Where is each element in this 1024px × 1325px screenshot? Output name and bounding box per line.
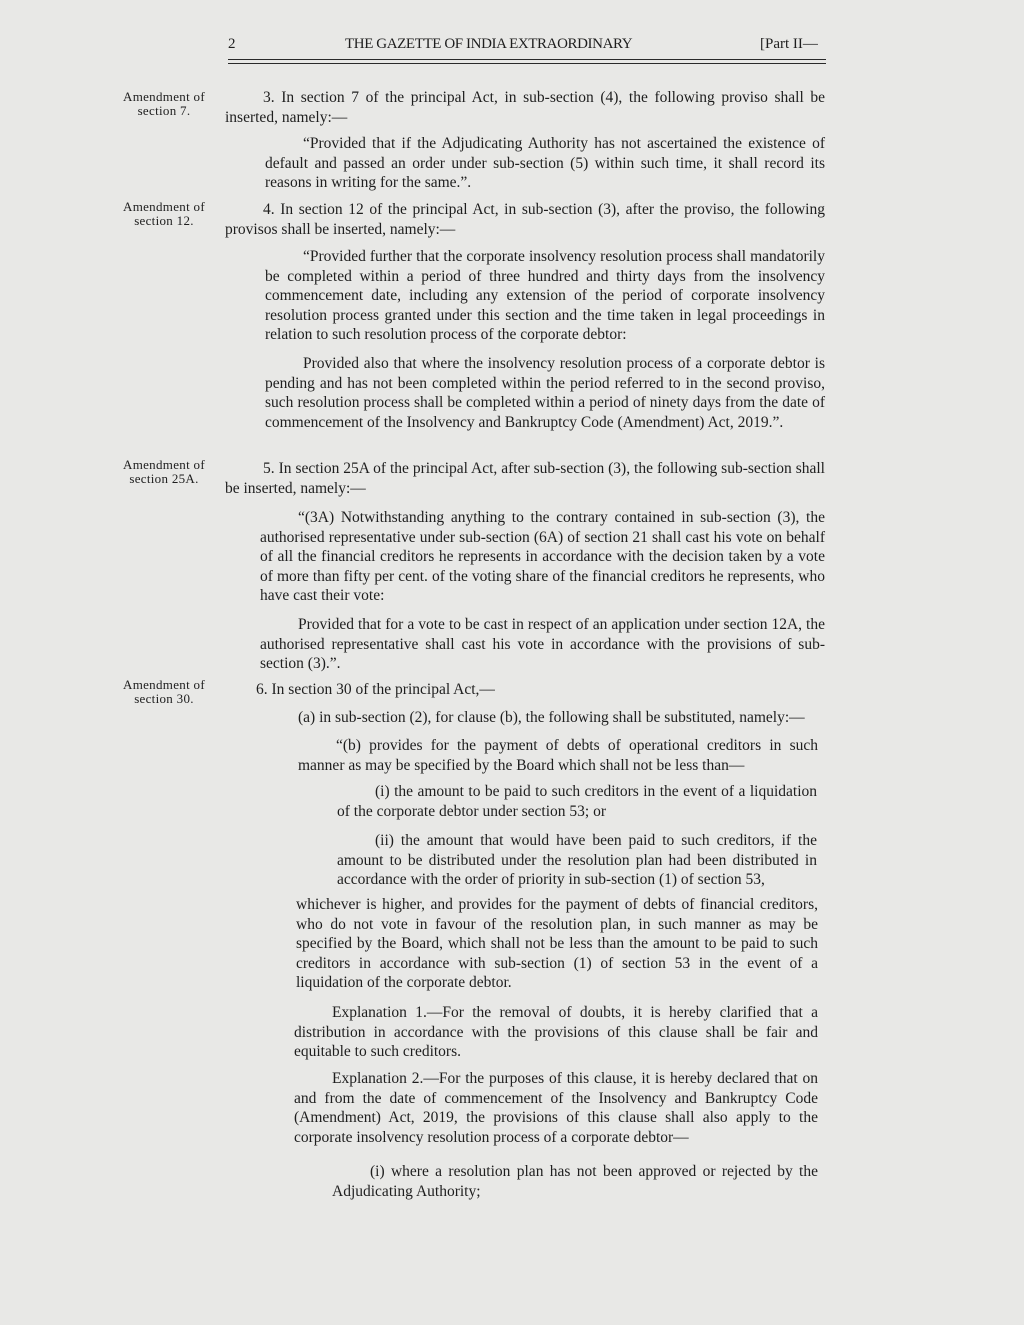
header-rule-bottom xyxy=(228,63,826,64)
page-number: 2 xyxy=(228,36,236,52)
section-6-sub-clause-ii: (ii) the amount that would have been paid to such creditors, if the amount to be distributed under the resolution plan had been distributed in accordance with the order of priority in sub-section (1) of section 53, xyxy=(337,832,817,888)
margin-note-section-7: Amendment of section 7. xyxy=(123,89,205,118)
section-6-whichever-higher: whichever is higher, and provides for the payment of debts of financial creditors, who do not vote in favour of the resolution plan, in such manner as may be specified by the Board, which shall not be less than the amount to be paid to such creditors in accordance with sub-section (1) of section 53 in the event of a liquidation of the corporate debtor. xyxy=(296,896,818,991)
section-5-sub-section-3a: “(3A) Notwithstanding anything to the contrary contained in sub-section (3), the authorised representative under sub-section (6A) of section 21 shall cast his vote on behalf of all the financial creditors he represents in accordance with the decision taken by a vote of more than fifty per cent. of the voting share of the financial creditors he represents, who have cast their vote: xyxy=(260,509,825,604)
section-4-proviso-also: Provided also that where the insolvency resolution process of a corporate debtor is pending and has not been completed within the period referred to in the second proviso, such resolution process shall be completed within a period of ninety days from the date of commencement of the Insolvency and Bankruptcy Code (Amendment) Act, 2019.”. xyxy=(265,355,825,431)
section-3-proviso: “Provided that if the Adjudicating Authority has not ascertained the existence of default and passed an order under sub-section (5) within such time, it shall record its reasons in writing for the same.”. xyxy=(265,135,825,191)
part-label: [Part II— xyxy=(760,36,818,52)
section-4-intro: 4. In section 12 of the principal Act, in sub-section (3), after the proviso, the following provisos shall be inserted, namely:— xyxy=(225,201,825,238)
section-5-proviso: Provided that for a vote to be cast in respect of an application under section 12A, the authorised representative shall cast his vote in accordance with the provisions of sub-section (3).”. xyxy=(260,616,825,672)
section-6-clause-b: “(b) provides for the payment of debts of operational creditors in such manner as may be specified by the Board which shall not be less than— xyxy=(298,737,818,774)
section-6-explanation-2-item-i: (i) where a resolution plan has not been approved or rejected by the Adjudicating Authority; xyxy=(332,1163,818,1200)
section-6-explanation-1: Explanation 1.—For the removal of doubts, it is hereby clarified that a distribution in accordance with the provisions of this clause shall be fair and equitable to such creditors. xyxy=(294,1004,818,1060)
margin-note-section-30: Amendment of section 30. xyxy=(123,677,205,706)
section-5-intro: 5. In section 25A of the principal Act, after sub-section (3), the following sub-section shall be inserted, namely:— xyxy=(225,460,825,497)
section-6-sub-clause-i: (i) the amount to be paid to such creditors in the event of a liquidation of the corporate debtor under section 53; or xyxy=(337,783,817,820)
header-rule-top xyxy=(228,59,826,60)
margin-note-section-12: Amendment of section 12. xyxy=(123,199,205,228)
section-3-intro: 3. In section 7 of the principal Act, in sub-section (4), the following proviso shall be inserted, namely:— xyxy=(225,89,825,126)
section-6-explanation-2: Explanation 2.—For the purposes of this clause, it is hereby declared that on and from the date of commencement of the Insolvency and Bankruptcy Code (Amendment) Act, 2019, the provisions of this clause shall also apply to the corporate insolvency resolution process of a corporate debtor— xyxy=(294,1070,818,1146)
section-6-intro: 6. In section 30 of the principal Act,— xyxy=(256,681,495,698)
section-4-proviso-further: “Provided further that the corporate insolvency resolution process shall mandatorily be completed within a period of three hundred and thirty days from the insolvency commencement date, including any extension of the period of corporate insolvency resolution process granted under this section and the time taken in legal proceedings in relation to such resolution process of the corporate debtor: xyxy=(265,248,825,343)
section-6-clause-a: (a) in sub-section (2), for clause (b), the following shall be substituted, namely:— xyxy=(298,709,805,726)
gazette-title: THE GAZETTE OF INDIA EXTRAORDINARY xyxy=(345,36,633,52)
margin-note-section-25a: Amendment of section 25A. xyxy=(123,457,205,486)
